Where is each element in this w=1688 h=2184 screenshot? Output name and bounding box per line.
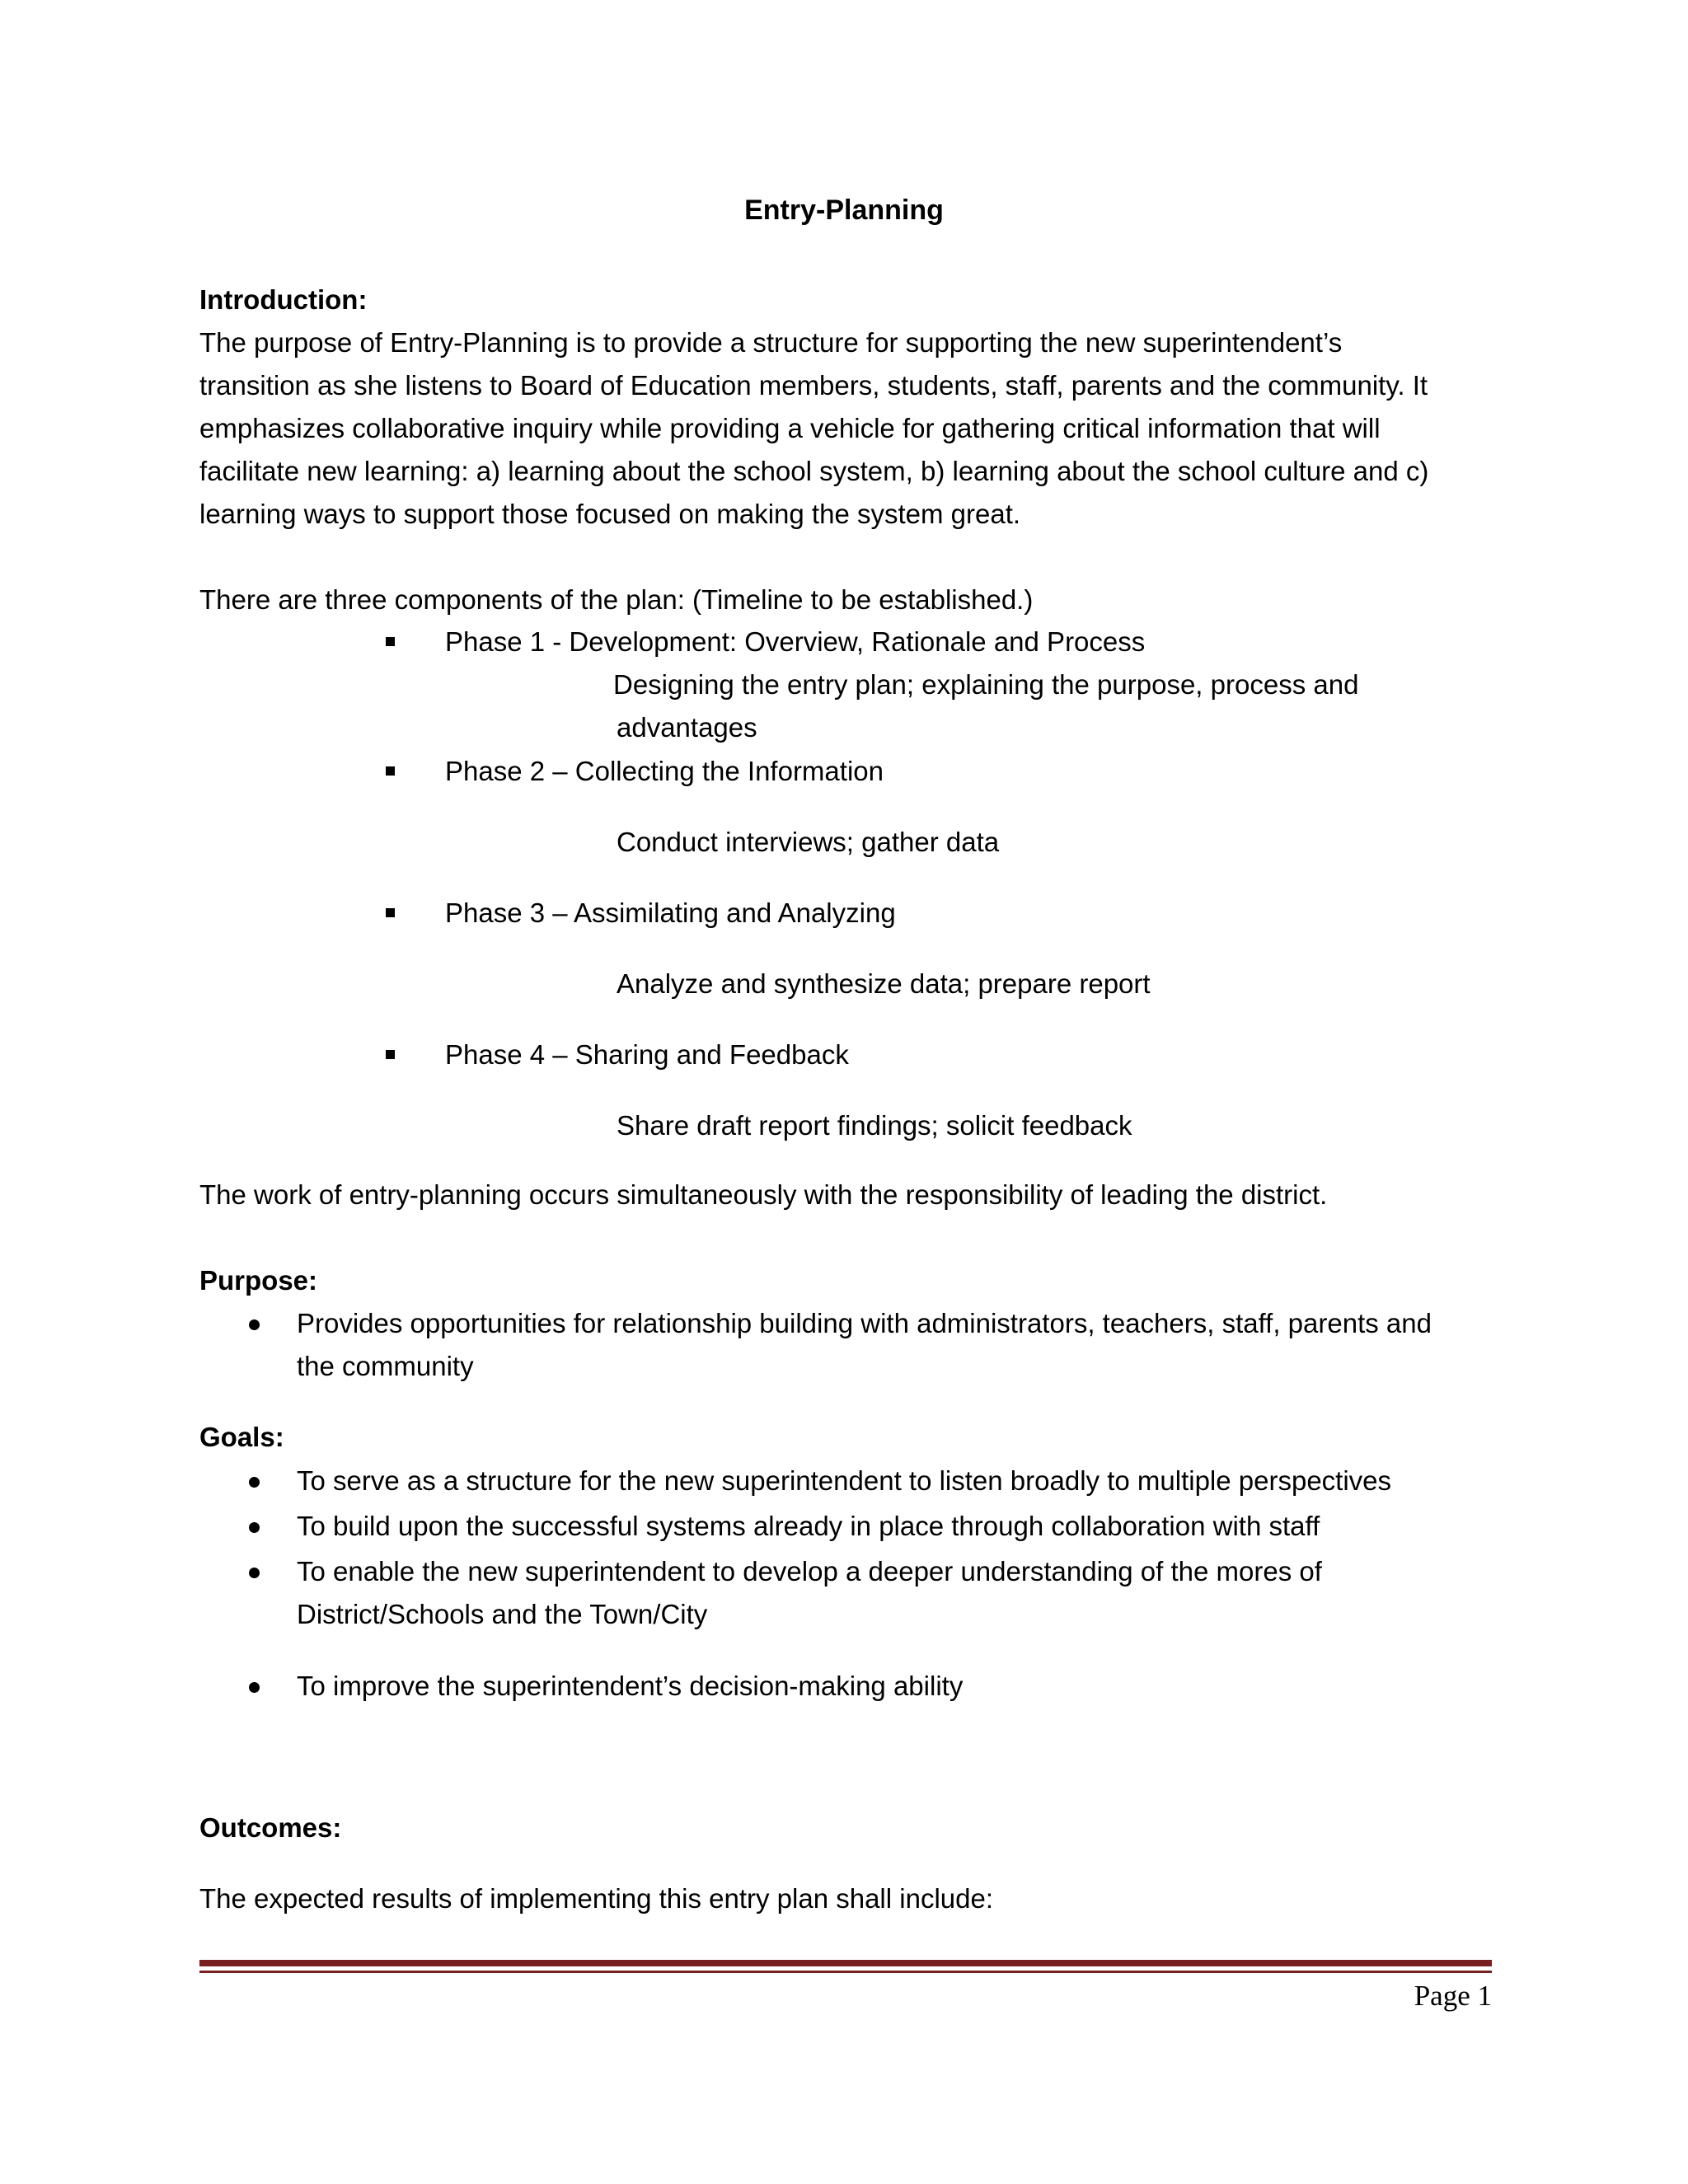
round-bullet-icon [249, 1477, 260, 1488]
goals-heading: Goals: [199, 1422, 284, 1452]
purpose-item-line: the community [297, 1351, 474, 1381]
square-bullet-icon [386, 908, 395, 917]
phase-detail: Share draft report findings; solicit feedback [617, 1110, 1132, 1141]
introduction-heading: Introduction: [199, 284, 368, 315]
goal-item-line: To serve as a structure for the new superintendent to listen broadly to multiple perspectives [297, 1465, 1392, 1496]
purpose-heading: Purpose: [199, 1265, 318, 1296]
page-title: Entry-Planning [744, 194, 944, 226]
goal-item-line: To enable the new superintendent to develop a deeper understanding of the mores of [297, 1556, 1322, 1586]
phase-detail: Conduct interviews; gather data [617, 827, 1000, 857]
footer-rule [199, 1960, 1492, 1966]
components-intro: There are three components of the plan: (Timeline to be established.) [199, 584, 1034, 615]
phase-detail: Analyze and synthesize data; prepare report [617, 968, 1151, 999]
components-closing: The work of entry-planning occurs simultaneously with the responsibility of leading the district. [199, 1179, 1328, 1210]
round-bullet-icon [249, 1319, 260, 1330]
goal-item-line: To improve the superintendent’s decision-making ability [297, 1671, 964, 1701]
square-bullet-icon [386, 766, 395, 776]
phase-label: Phase 3 – Assimilating and Analyzing [445, 898, 896, 928]
phase-label: Phase 1 - Development: Overview, Rationale and Process [445, 626, 1146, 657]
phase-detail: Designing the entry plan; explaining the purpose, process and [613, 669, 1359, 700]
introduction-line: emphasizes collaborative inquiry while providing a vehicle for gathering critical information that will [199, 413, 1381, 443]
purpose-item-line: Provides opportunities for relationship building with administrators, teachers, staff, parents and [297, 1308, 1432, 1338]
phase-detail: advantages [617, 712, 757, 743]
footer-rule [199, 1971, 1492, 1973]
round-bullet-icon [249, 1522, 260, 1533]
goal-item-line: To build upon the successful systems already in place through collaboration with staff [297, 1511, 1320, 1541]
round-bullet-icon [249, 1568, 260, 1578]
goal-item-line: District/Schools and the Town/City [297, 1599, 708, 1629]
introduction-line: facilitate new learning: a) learning about the school system, b) learning about the school culture and c) [199, 456, 1429, 486]
introduction-line: The purpose of Entry-Planning is to provide a structure for supporting the new superintendent’s [199, 327, 1343, 358]
phase-label: Phase 4 – Sharing and Feedback [445, 1039, 849, 1070]
round-bullet-icon [249, 1682, 260, 1693]
page-number: Page 1 [1414, 1980, 1492, 2012]
introduction-line: learning ways to support those focused on making the system great. [199, 499, 1021, 529]
phase-label: Phase 2 – Collecting the Information [445, 756, 884, 786]
outcomes-heading: Outcomes: [199, 1812, 342, 1843]
introduction-line: transition as she listens to Board of Education members, students, staff, parents and the community. It [199, 370, 1428, 401]
outcomes-intro: The expected results of implementing this entry plan shall include: [199, 1883, 994, 1914]
square-bullet-icon [386, 637, 395, 646]
square-bullet-icon [386, 1050, 395, 1059]
